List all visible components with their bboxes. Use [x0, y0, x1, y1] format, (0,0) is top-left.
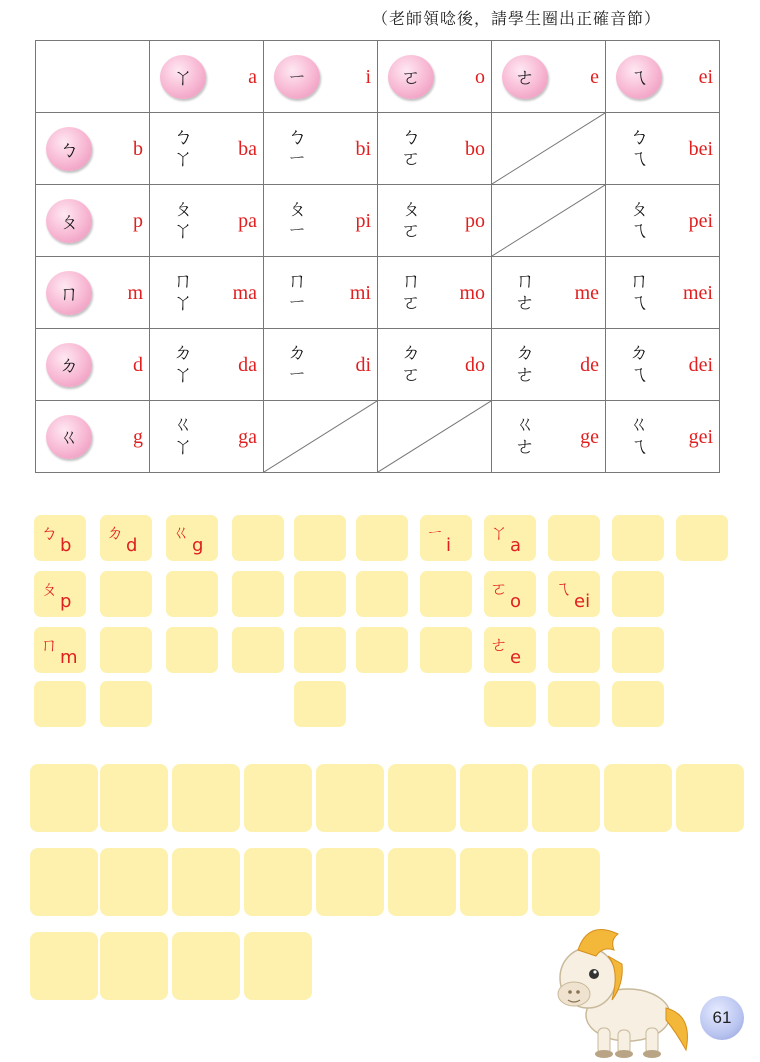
syllable-roman: ma [232, 282, 257, 304]
initial-circle: ㄇ [46, 271, 92, 315]
syllable-cell[interactable] [378, 329, 492, 401]
syllable-roman: ge [580, 426, 599, 448]
syllable-cell[interactable] [378, 113, 492, 185]
sticker-tile[interactable]: ㄟ ei [548, 571, 600, 617]
big-sticker-tile[interactable] [172, 848, 240, 916]
initial-row-p [36, 185, 720, 257]
syllable-cell[interactable] [492, 401, 606, 473]
sticker-tile[interactable]: ㄛ o [484, 571, 536, 617]
syllable-roman: de [580, 354, 599, 376]
sticker-tile[interactable]: ㄆ p [34, 571, 86, 617]
syllable-roman: ba [238, 138, 257, 160]
syllable-bopomofo: ㄆ ㄟ [629, 196, 649, 242]
big-sticker-tile[interactable] [244, 764, 312, 832]
syllable-cell[interactable] [492, 329, 606, 401]
final-roman: o [475, 66, 485, 88]
syllable-roman: mo [459, 282, 485, 304]
sticker-tile[interactable] [166, 571, 218, 617]
initial-cell [36, 401, 150, 473]
syllable-roman: da [238, 354, 257, 376]
syllable-cell[interactable] [150, 401, 264, 473]
big-sticker-tile[interactable] [172, 764, 240, 832]
syllable-roman: mei [683, 282, 713, 304]
initial-roman: g [133, 426, 143, 448]
big-sticker-tile[interactable] [388, 764, 456, 832]
syllable-cell[interactable] [264, 185, 378, 257]
initial-row-g [36, 401, 720, 473]
sticker-tile[interactable] [356, 571, 408, 617]
syllable-roman: po [465, 210, 485, 232]
syllable-bopomofo: ㄍ ㄟ [629, 412, 649, 458]
syllable-cell[interactable] [150, 329, 264, 401]
empty-slash-cell [264, 401, 378, 473]
final-a-cell [150, 41, 264, 113]
syllable-bopomofo: ㄉ ㄛ [401, 340, 421, 386]
sticker-tile[interactable] [612, 515, 664, 561]
final-circle: ㄟ [616, 55, 662, 99]
sticker-tile[interactable]: ㄉ d [100, 515, 152, 561]
initial-roman: p [133, 210, 143, 232]
big-sticker-tile[interactable] [460, 848, 528, 916]
syllable-bopomofo: ㄆ ㄚ [173, 196, 193, 242]
initial-circle: ㄍ [46, 415, 92, 459]
syllable-roman: pi [355, 210, 371, 232]
initial-circle: ㄉ [46, 343, 92, 387]
final-roman: a [248, 66, 257, 88]
syllable-bopomofo: ㄅ ㄧ [287, 124, 307, 170]
syllable-cell[interactable] [606, 185, 720, 257]
syllable-roman: gei [688, 426, 713, 448]
sticker-tile[interactable] [548, 681, 600, 727]
sticker-tile[interactable] [294, 681, 346, 727]
syllable-cell[interactable] [606, 329, 720, 401]
instruction-text: （老師領唸後，請學生圈出正確音節） [372, 9, 662, 28]
final-i-cell [264, 41, 378, 113]
syllable-cell[interactable] [264, 257, 378, 329]
sticker-tile[interactable]: ㄧ i [420, 515, 472, 561]
syllable-bopomofo: ㄆ ㄧ [287, 196, 307, 242]
sticker-tile[interactable] [294, 515, 346, 561]
sticker-tile[interactable] [232, 627, 284, 673]
big-sticker-tile[interactable] [532, 764, 600, 832]
syllable-roman: dei [688, 354, 713, 376]
sticker-tile[interactable] [294, 571, 346, 617]
final-ei-cell [606, 41, 720, 113]
initial-row-d [36, 329, 720, 401]
syllable-cell[interactable] [378, 257, 492, 329]
initial-roman: d [133, 354, 143, 376]
final-roman: ei [698, 66, 713, 88]
final-circle: ㄚ [160, 55, 206, 99]
final-o-cell [378, 41, 492, 113]
sticker-tile[interactable] [484, 681, 536, 727]
page-number: 61 [700, 996, 744, 1040]
sticker-tile[interactable]: ㄇ m [34, 627, 86, 673]
big-sticker-tile[interactable] [604, 764, 672, 832]
syllable-roman: do [465, 354, 485, 376]
sticker-tile[interactable] [356, 627, 408, 673]
sticker-tile[interactable] [612, 627, 664, 673]
empty-slash-cell [378, 401, 492, 473]
syllable-bopomofo: ㄉ ㄜ [515, 340, 535, 386]
syllable-cell[interactable] [150, 185, 264, 257]
big-sticker-tile[interactable] [100, 848, 168, 916]
syllable-roman: ga [238, 426, 257, 448]
header-row [36, 41, 720, 113]
sticker-tile[interactable] [34, 681, 86, 727]
big-sticker-tile[interactable] [532, 848, 600, 916]
syllable-cell[interactable] [606, 401, 720, 473]
initial-cell [36, 185, 150, 257]
initial-cell [36, 113, 150, 185]
big-sticker-tile[interactable] [100, 764, 168, 832]
sticker-tile[interactable]: ㄚ a [484, 515, 536, 561]
syllable-cell[interactable] [150, 113, 264, 185]
big-sticker-tile[interactable] [30, 932, 98, 1000]
horse-illustration [548, 920, 698, 1060]
slash-line [492, 185, 605, 256]
syllable-bopomofo: ㄅ ㄚ [173, 124, 193, 170]
slash-line [492, 113, 605, 184]
sticker-tile[interactable] [420, 571, 472, 617]
initial-row-m [36, 257, 720, 329]
syllable-bopomofo: ㄉ ㄧ [287, 340, 307, 386]
sticker-tile[interactable]: ㄅ b [34, 515, 86, 561]
syllable-cell[interactable] [492, 257, 606, 329]
syllable-cell[interactable] [606, 113, 720, 185]
sticker-tile[interactable]: ㄍ g [166, 515, 218, 561]
sticker-tile[interactable] [100, 571, 152, 617]
initial-circle: ㄆ [46, 199, 92, 243]
big-sticker-tile[interactable] [388, 848, 456, 916]
final-circle: ㄧ [274, 55, 320, 99]
slash-line [264, 401, 377, 472]
empty-slash-cell [492, 185, 606, 257]
syllable-bopomofo: ㄉ ㄟ [629, 340, 649, 386]
syllable-cell[interactable] [150, 257, 264, 329]
syllable-cell[interactable] [264, 329, 378, 401]
big-sticker-tile[interactable] [316, 848, 384, 916]
sticker-tile[interactable] [166, 627, 218, 673]
sticker-tile[interactable] [232, 515, 284, 561]
syllable-bopomofo: ㄍ ㄜ [515, 412, 535, 458]
syllable-roman: me [574, 282, 599, 304]
sticker-tile[interactable] [232, 571, 284, 617]
big-sticker-tile[interactable] [172, 932, 240, 1000]
sticker-tile[interactable] [612, 681, 664, 727]
syllable-bopomofo: ㄇ ㄛ [401, 268, 421, 314]
big-sticker-tile[interactable] [460, 764, 528, 832]
sticker-tile[interactable] [548, 515, 600, 561]
syllable-bopomofo: ㄉ ㄚ [173, 340, 193, 386]
syllable-roman: pei [688, 210, 713, 232]
initial-cell [36, 257, 150, 329]
sticker-tile[interactable] [356, 515, 408, 561]
sticker-tile[interactable] [294, 627, 346, 673]
syllable-bopomofo: ㄅ ㄛ [401, 124, 421, 170]
big-sticker-tile[interactable] [316, 764, 384, 832]
final-circle: ㄜ [502, 55, 548, 99]
big-sticker-tile[interactable] [30, 848, 98, 916]
corner-cell [36, 41, 150, 113]
big-sticker-tile[interactable] [244, 932, 312, 1000]
syllable-bopomofo: ㄇ ㄟ [629, 268, 649, 314]
sticker-tile[interactable] [612, 571, 664, 617]
syllable-cell[interactable] [378, 185, 492, 257]
final-circle: ㄛ [388, 55, 434, 99]
syllable-roman: di [355, 354, 371, 376]
empty-slash-cell [492, 113, 606, 185]
syllable-roman: pa [238, 210, 257, 232]
sticker-tile[interactable] [100, 681, 152, 727]
sticker-tile[interactable] [676, 515, 728, 561]
big-sticker-tile[interactable] [30, 764, 98, 832]
syllable-bopomofo: ㄍ ㄚ [173, 412, 193, 458]
sticker-tile[interactable] [548, 627, 600, 673]
final-roman: e [590, 66, 599, 88]
syllable-cell[interactable] [264, 113, 378, 185]
syllable-bopomofo: ㄇ ㄜ [515, 268, 535, 314]
big-sticker-tile[interactable] [244, 848, 312, 916]
big-sticker-tile[interactable] [676, 764, 744, 832]
sticker-tile[interactable]: ㄜ e [484, 627, 536, 673]
initial-circle: ㄅ [46, 127, 92, 171]
syllable-bopomofo: ㄇ ㄚ [173, 268, 193, 314]
initial-cell [36, 329, 150, 401]
big-sticker-tile[interactable] [100, 932, 168, 1000]
syllable-grid [35, 40, 720, 473]
slash-line [378, 401, 491, 472]
syllable-roman: mi [349, 282, 371, 304]
syllable-roman: bo [465, 138, 485, 160]
syllable-roman: bi [355, 138, 371, 160]
initial-roman: b [133, 138, 143, 160]
syllable-cell[interactable] [606, 257, 720, 329]
sticker-tile[interactable] [420, 627, 472, 673]
final-e-cell [492, 41, 606, 113]
sticker-tile[interactable] [100, 627, 152, 673]
initial-row-b [36, 113, 720, 185]
initial-roman: m [127, 282, 143, 304]
syllable-roman: bei [688, 138, 713, 160]
final-roman: i [365, 66, 371, 88]
syllable-bopomofo: ㄇ ㄧ [287, 268, 307, 314]
syllable-bopomofo: ㄅ ㄟ [629, 124, 649, 170]
syllable-bopomofo: ㄆ ㄛ [401, 196, 421, 242]
